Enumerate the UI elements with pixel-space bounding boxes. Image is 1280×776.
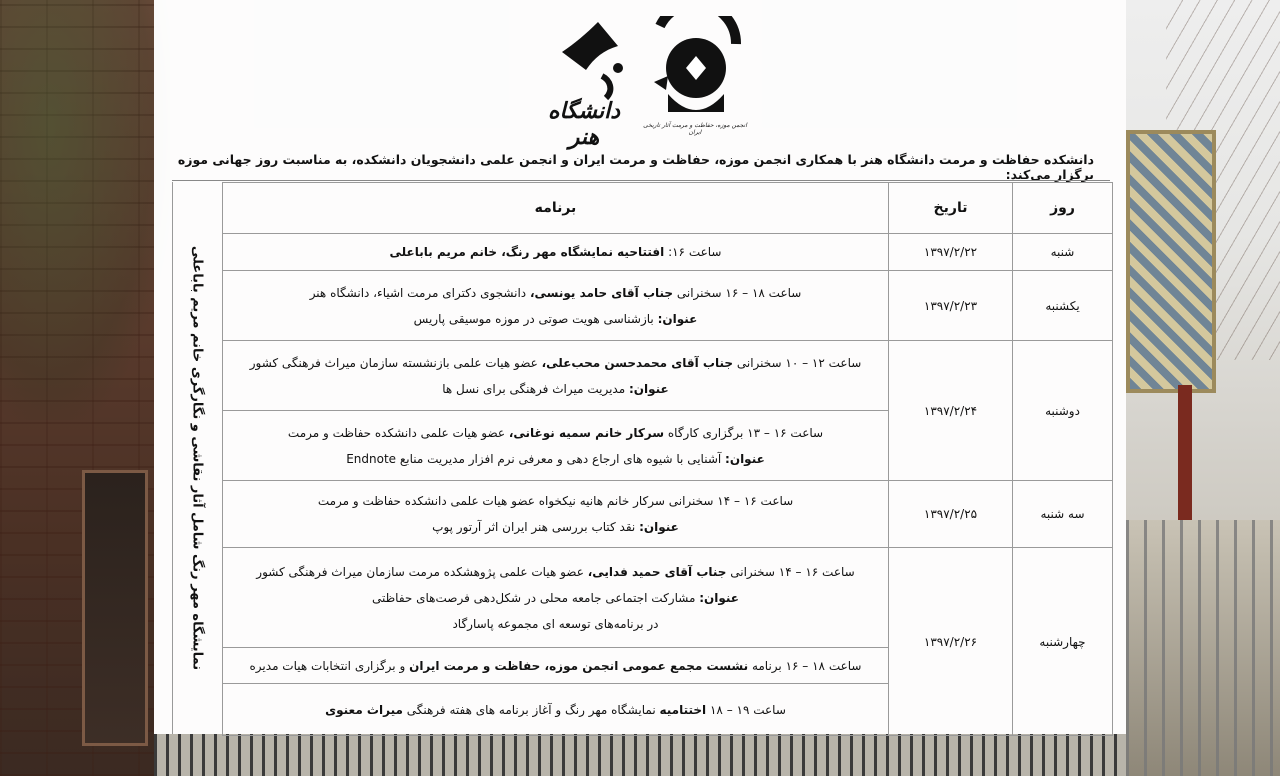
closing-detail: نمایشگاه مهر رنگ و آغاز برنامه های هفته فرهنگی bbox=[402, 702, 660, 717]
background-photo-right bbox=[1126, 0, 1280, 776]
row-day: سه شنبه bbox=[1013, 481, 1113, 548]
talk-title: مدیریت میراث فرهنگی برای نسل ها bbox=[442, 381, 629, 396]
logo-area bbox=[534, 12, 754, 150]
row-program bbox=[223, 648, 889, 684]
program-time: ساعت ۱۲ – ۱۰ سخنرانی bbox=[733, 355, 862, 370]
table-row bbox=[223, 548, 1113, 648]
speaker-name: سرکار خانم سمیه نوغانی، bbox=[508, 425, 665, 440]
program-time: ساعت ۱۹ – ۱۸ bbox=[706, 702, 786, 717]
speaker-affiliation: عضو هیات علمی دانشکده حفاظت و مرمت bbox=[287, 425, 509, 440]
speaker-affiliation: دانشجوی دکترای مرمت اشیاء، دانشگاه هنر bbox=[309, 285, 530, 300]
divider bbox=[172, 180, 1110, 181]
closing-label: اختتامیه bbox=[659, 702, 707, 717]
title-label: عنوان: bbox=[699, 590, 739, 605]
title-label: عنوان: bbox=[639, 520, 679, 534]
title-label: عنوان: bbox=[628, 381, 669, 396]
intro-text: دانشکده حفاظت و مرمت دانشگاه هنر با همکاری انجمن موزه، حفاظت و مرمت ایران و انجمن علمی دانشجویان دانشکده، به مناسبت روز جهانی موزه برگزار می‌کند: bbox=[177, 152, 1094, 182]
program-title-continuation: در برنامه‌های توسعه ای مجموعه پاسارگاد bbox=[452, 616, 659, 631]
program-line: ساعت ۱۶ – ۱۴ سخنرانی سرکار خانم هانیه نیکخواه عضو هیات علمی دانشکده حفاظت و مرمت bbox=[317, 494, 794, 508]
talk-title: مشارکت اجتماعی جامعه محلی در شکل‌دهی فرصت‌های حفاظتی bbox=[372, 590, 700, 605]
header-program: برنامه bbox=[223, 183, 889, 234]
program-line bbox=[231, 280, 880, 306]
program-event: افتتاحیه نمایشگاه مهر رنگ، خانم مریم باباعلی bbox=[389, 245, 665, 259]
anjoman-logo-text: انجمن موزه، حفاظت و مرمت آثار تاریخی ایران bbox=[643, 122, 747, 136]
program-title-line bbox=[231, 585, 880, 611]
assembly-name: نشست مجمع عمومی انجمن موزه، حفاظت و مرمت ایران bbox=[409, 658, 749, 673]
table-row bbox=[223, 481, 1113, 548]
row-program bbox=[223, 341, 889, 411]
talk-title: بازشناسی هویت صوتی در موزه موسیقی پاریس bbox=[413, 311, 658, 326]
row-program bbox=[223, 684, 889, 736]
poster-card bbox=[154, 0, 1126, 734]
header-day: روز bbox=[1013, 183, 1113, 234]
row-program bbox=[223, 271, 889, 341]
row-day: چهارشنبه bbox=[1013, 548, 1113, 736]
speaker-name: جناب آقای حامد یونسی، bbox=[529, 285, 674, 300]
anjoman-logo bbox=[646, 16, 742, 128]
row-date: ۱۳۹۷/۲/۲۴ bbox=[889, 341, 1013, 481]
background-fence-bottom bbox=[154, 734, 1126, 776]
program-time: ساعت ۱۸ – ۱۶ برنامه bbox=[748, 658, 862, 673]
row-date: ۱۳۹۷/۲/۲۲ bbox=[889, 234, 1013, 271]
row-program bbox=[223, 411, 889, 481]
program-line bbox=[231, 420, 880, 446]
program-time: ساعت ۱۸ – ۱۶ سخنرانی bbox=[673, 285, 802, 300]
iron-fence bbox=[1126, 520, 1280, 776]
header-date: تاریخ bbox=[889, 183, 1013, 234]
program-schedule-table bbox=[222, 182, 1113, 736]
program-title-line bbox=[231, 514, 880, 540]
table-row bbox=[223, 234, 1113, 271]
row-date: ۱۳۹۷/۲/۲۵ bbox=[889, 481, 1013, 548]
program-line bbox=[231, 559, 880, 585]
speaker-name: جناب آقای محمدحسن محب‌علی، bbox=[541, 355, 734, 370]
program-time: ساعت ۱۶: bbox=[664, 245, 722, 259]
assembly-detail: و برگزاری انتخابات هیات مدیره bbox=[249, 658, 410, 673]
talk-title: نقد کتاب بررسی هنر ایران اثر آرتور پوپ bbox=[432, 520, 640, 534]
row-program bbox=[223, 481, 889, 548]
row-day: شنبه bbox=[1013, 234, 1113, 271]
tree-foliage bbox=[0, 0, 170, 420]
row-day: یکشنبه bbox=[1013, 271, 1113, 341]
table-header-row bbox=[223, 183, 1113, 234]
row-program bbox=[223, 548, 889, 648]
speaker-affiliation: عضو هیات علمی پژوهشکده مرمت سازمان میراث فرهنگی کشور bbox=[256, 564, 588, 579]
row-date: ۱۳۹۷/۲/۲۳ bbox=[889, 271, 1013, 341]
speaker-name: جناب آقای حمید فدایی، bbox=[587, 564, 727, 579]
program-title-line bbox=[231, 306, 880, 332]
program-title-line bbox=[231, 446, 880, 472]
exhibition-caption-text: نمایشگاه مهر رنگ شامل آثار نقاشی و نگارگری خانم مریم باباعلی bbox=[189, 245, 205, 671]
program-time: ساعت ۱۶ – ۱۴ سخنرانی bbox=[726, 564, 855, 579]
building-doorway bbox=[82, 470, 148, 746]
row-date: ۱۳۹۷/۲/۲۶ bbox=[889, 548, 1013, 736]
tiled-signboard bbox=[1126, 130, 1216, 393]
table-row bbox=[223, 341, 1113, 411]
program-time: ساعت ۱۶ – ۱۳ برگزاری کارگاه bbox=[664, 425, 824, 440]
table-row bbox=[223, 271, 1113, 341]
art-university-logo-text: دانشگاه هنر bbox=[547, 98, 621, 150]
cultural-week-name: میراث معنوی bbox=[325, 702, 403, 717]
background-photo-left bbox=[0, 0, 154, 776]
exhibition-side-caption bbox=[172, 182, 221, 734]
workshop-title: آشنایی با شیوه های ارجاع دهی و معرفی نرم افزار مدیریت منابع Endnote bbox=[346, 451, 726, 466]
title-label: عنوان: bbox=[657, 311, 698, 326]
speaker-affiliation: عضو هیات علمی بازنشسته سازمان میراث فرهنگی کشور bbox=[249, 355, 542, 370]
program-title-line bbox=[231, 376, 880, 402]
title-label: عنوان: bbox=[725, 451, 765, 466]
row-program bbox=[223, 234, 889, 271]
program-line bbox=[231, 350, 880, 376]
row-day: دوشنبه bbox=[1013, 341, 1113, 481]
